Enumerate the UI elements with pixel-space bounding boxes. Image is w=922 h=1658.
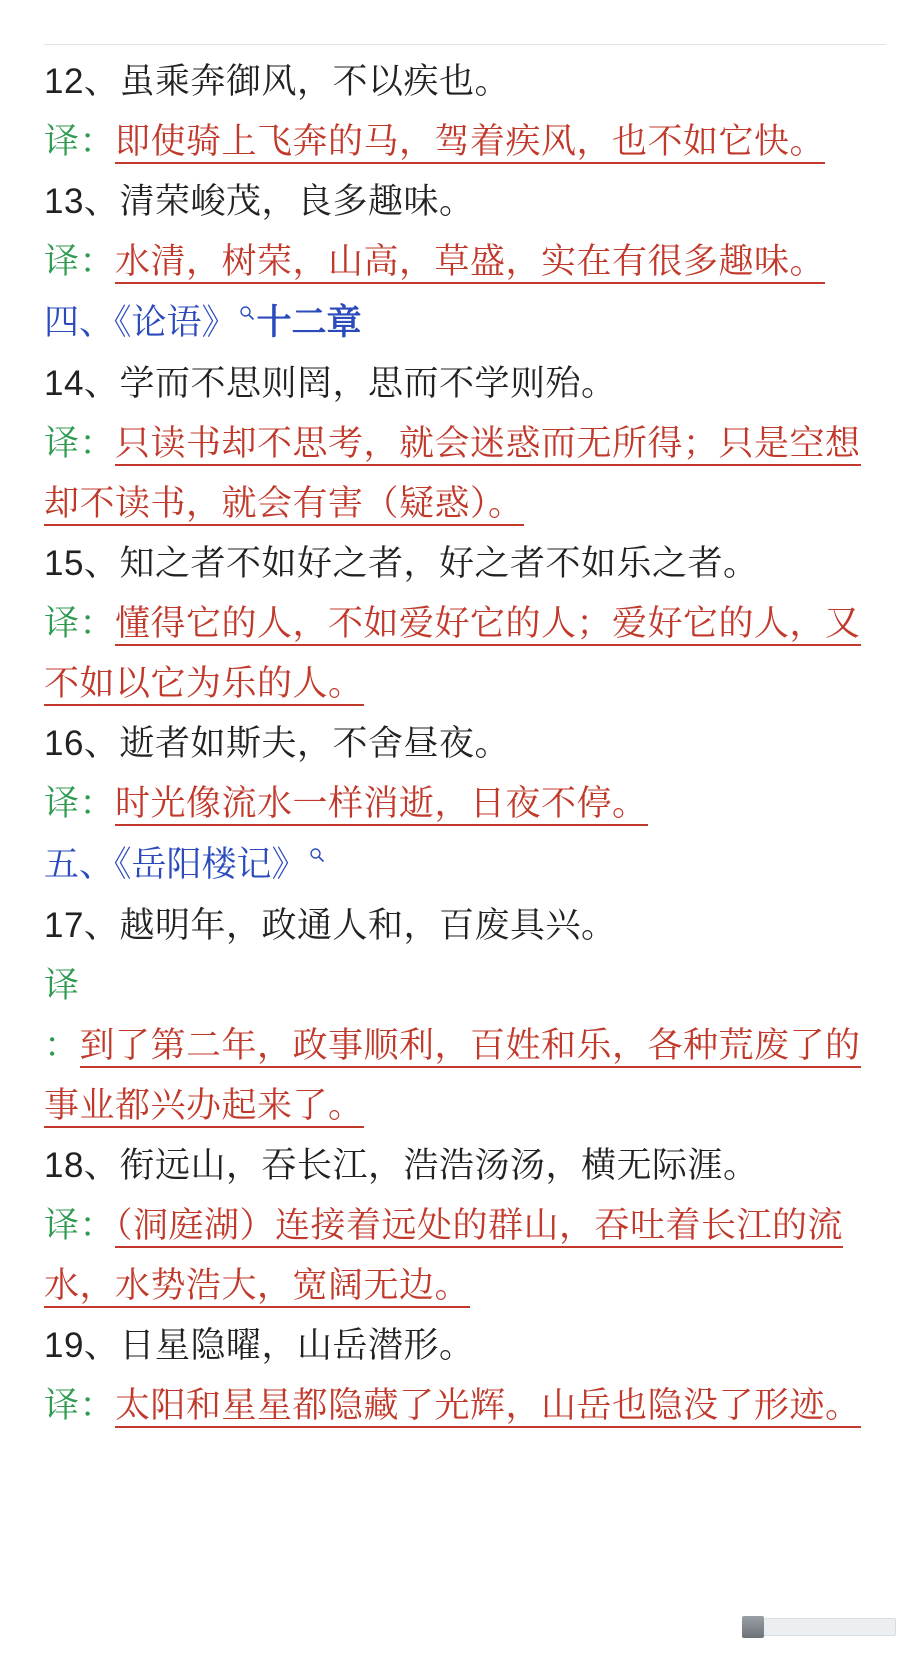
search-icon[interactable] bbox=[239, 305, 255, 321]
question-line bbox=[44, 534, 878, 594]
section-index: 四、 bbox=[44, 303, 115, 342]
translation-label: 译： bbox=[44, 424, 116, 463]
section-suffix: 十二章 bbox=[256, 303, 362, 342]
translation-line bbox=[44, 774, 878, 834]
translation-label: 译： bbox=[44, 604, 116, 643]
translation-label: 译： bbox=[44, 122, 116, 161]
section-index: 五、 bbox=[44, 845, 115, 884]
translation-line bbox=[44, 1376, 878, 1436]
question-line bbox=[44, 52, 878, 112]
question-number: 17、 bbox=[44, 906, 120, 945]
translation-line bbox=[44, 414, 878, 534]
translation-text: （洞庭湖）连接着远处的群山，吞吐着长江的流水，水势浩大，宽阔无边。 bbox=[44, 1206, 843, 1308]
translation-label: 译： bbox=[44, 784, 116, 823]
bottom-bar bbox=[0, 1594, 922, 1658]
question-line bbox=[44, 1136, 878, 1196]
translation-text: 懂得它的人，不如爱好它的人；爱好它的人，又不如以它为乐的人。 bbox=[44, 604, 861, 706]
question-line bbox=[44, 896, 878, 956]
question-text: 学而不思则罔，思而不学则殆。 bbox=[119, 364, 617, 403]
translation-line bbox=[44, 594, 878, 714]
section-heading bbox=[44, 834, 878, 896]
top-divider bbox=[44, 44, 886, 45]
scroll-thumb[interactable] bbox=[742, 1616, 764, 1638]
question-number: 18、 bbox=[44, 1146, 120, 1185]
translation-text: 太阳和星星都隐藏了光辉，山岳也隐没了形迹。 bbox=[115, 1386, 861, 1428]
scroll-track[interactable] bbox=[742, 1618, 896, 1636]
question-line bbox=[44, 172, 878, 232]
question-text: 逝者如斯夫，不舍昼夜。 bbox=[119, 724, 510, 763]
question-text: 知之者不如好之者，好之者不如乐之者。 bbox=[119, 544, 759, 583]
translation-label: 译： bbox=[44, 242, 116, 281]
section-heading bbox=[44, 292, 878, 354]
translation-label: 译： bbox=[44, 1206, 116, 1245]
translation-line bbox=[44, 1196, 878, 1316]
question-line bbox=[44, 354, 878, 414]
section-book-title: 《论语》 bbox=[114, 303, 237, 342]
question-text: 清荣峻茂，良多趣味。 bbox=[119, 182, 475, 221]
question-text: 日星隐曜，山岳潜形。 bbox=[119, 1326, 475, 1365]
question-number: 19、 bbox=[44, 1326, 120, 1365]
translation-label-line bbox=[44, 956, 878, 1016]
question-number: 16、 bbox=[44, 724, 120, 763]
section-book-title: 《岳阳楼记》 bbox=[114, 845, 307, 884]
question-number: 13、 bbox=[44, 182, 120, 221]
translation-line bbox=[44, 112, 878, 172]
question-number: 12、 bbox=[44, 62, 120, 101]
translation-text: 时光像流水一样消逝，日夜不停。 bbox=[115, 784, 648, 826]
question-line bbox=[44, 714, 878, 774]
question-text: 虽乘奔御风，不以疾也。 bbox=[119, 62, 510, 101]
question-line bbox=[44, 1316, 878, 1376]
translation-text: 到了第二年，政事顺利，百姓和乐，各种荒废了的事业都兴办起来了。 bbox=[44, 1026, 861, 1128]
question-text: 越明年，政通人和，百废具兴。 bbox=[119, 906, 617, 945]
translation-text: 只读书却不思考，就会迷惑而无所得；只是空想却不读书，就会有害（疑惑）。 bbox=[44, 424, 861, 526]
translation-text: 水清，树荣，山高，草盛，实在有很多趣味。 bbox=[115, 242, 825, 284]
translation-colon: ： bbox=[44, 1026, 80, 1065]
search-icon[interactable] bbox=[309, 847, 325, 863]
question-number: 14、 bbox=[44, 364, 120, 403]
translation-label: 译 bbox=[44, 966, 80, 1005]
translation-label: 译： bbox=[44, 1386, 116, 1425]
translation-line bbox=[44, 232, 878, 292]
question-text: 衔远山，吞长江，浩浩汤汤，横无际涯。 bbox=[119, 1146, 759, 1185]
translation-text: 即使骑上飞奔的马，驾着疾风，也不如它快。 bbox=[115, 122, 825, 164]
translation-line bbox=[44, 1016, 878, 1136]
question-number: 15、 bbox=[44, 544, 120, 583]
